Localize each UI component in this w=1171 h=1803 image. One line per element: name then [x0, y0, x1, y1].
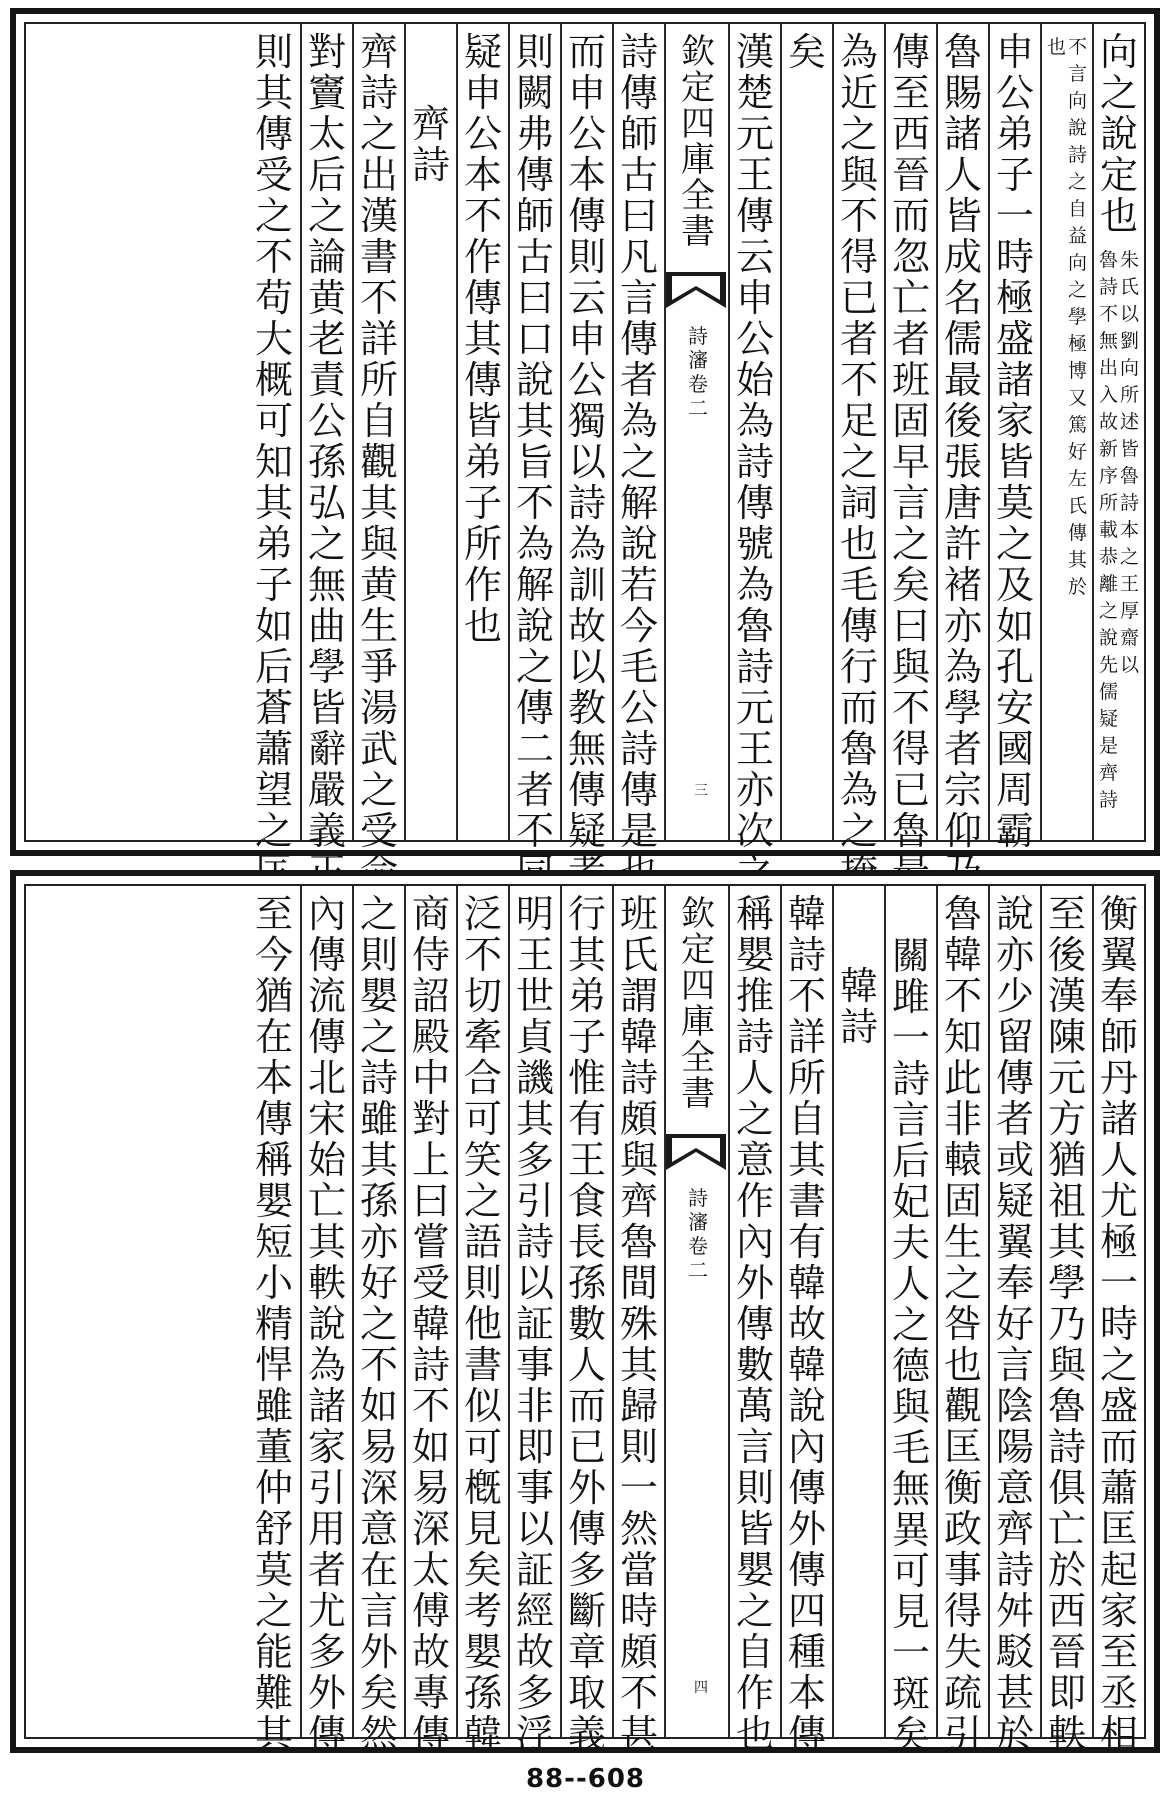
text-column	[248, 24, 300, 853]
text-column	[300, 24, 352, 853]
column-text: 稱 嬰 推 詩 人 之 意 作 內 外 傳 數 萬 言 則 皆 嬰 之 自 作 也	[735, 892, 774, 1756]
top-page-frame	[10, 8, 1160, 856]
column-text: 內 傳 流 傳 北 宋 始 亡 其 軼 說 為 諸 家 引 用 者 尤 多 外 傳	[307, 892, 346, 1756]
fishtail-mark-icon	[666, 272, 726, 308]
column-text: 詩 傳 師 古 曰 凡 言 傳 者 為 之 解 說 若 今 毛 公 詩 傳 是	[619, 30, 658, 853]
text-column	[728, 24, 780, 853]
bottom-page-columns	[24, 884, 1146, 1757]
text-column	[1040, 24, 1092, 840]
column-text: 矣	[787, 30, 826, 74]
spine-series-title: 欽 定 四 庫 全 書	[681, 894, 715, 1114]
text-column	[248, 886, 300, 1756]
column-text: 泛 不 切 牽 合 可 笑 之 語 則 他 書 似 可 槪 見 矣 考 嬰 孫 韓	[463, 892, 502, 1756]
column-text: 說 亦 少 留 傳 者 或 疑 翼 奉 好 言 陰 陽 意 齊 詩 舛 駁 甚 於	[995, 892, 1034, 1756]
column-text: 至 今 猶 在 本 傳 稱 嬰 短 小 精 悍 雖 董 仲 舒 莫 之 能 難 其	[254, 892, 293, 1756]
text-column	[352, 886, 404, 1756]
column-text: 行 其 弟 子 惟 有 王 食 長 孫 數 人 而 已 外 傳 多 斷 章 取 義	[567, 892, 606, 1756]
spine-volume-label: 詩 瀋 卷 二	[688, 324, 708, 420]
column-text: 申 公 弟 子 一 時 極 盛 諸 家 皆 莫 之 及 如 孔 安 國 周 霸	[995, 30, 1034, 853]
column-text: 則 闕 弗 傳 師 古 曰 口 說 其 旨 不 為 解 說 之 傳 二 者 不	[515, 30, 554, 853]
section-heading	[404, 24, 456, 840]
text-column	[884, 886, 936, 1757]
column-text: 韓 詩	[839, 964, 878, 1049]
text-column	[456, 24, 508, 840]
text-column	[404, 886, 456, 1756]
column-text: 疑 申 公 本 不 作 傳 其 傳 皆 弟 子 所 作 也	[463, 30, 502, 648]
text-column	[780, 24, 832, 840]
spine-leaf-number: 四	[694, 1680, 708, 1696]
center-spine	[664, 886, 728, 1737]
text-column	[1040, 886, 1092, 1756]
column-text: 漢 楚 元 王 傳 云 申 公 始 為 詩 傳 號 為 魯 詩 元 王 亦 次	[735, 30, 774, 853]
column-text: 則 其 傳 受 之 不 苟 大 概 可 知 其 弟 子 如 后 蒼 蕭 望 之	[254, 30, 293, 853]
text-column	[508, 24, 560, 853]
column-text: 齊 詩	[411, 102, 450, 187]
section-heading	[832, 886, 884, 1737]
column-text: 班 氏 謂 韓 詩 頗 與 齊 魯 間 殊 其 歸 則 一 然 當 時 頗 不 甚	[619, 892, 658, 1756]
text-column	[728, 886, 780, 1756]
note-line: 不 言 向 說 詩 之 自 益 向 之 學 極 博 又 篤 好 左 氏 傳 其 於	[1068, 36, 1088, 598]
spine-volume-label: 詩 瀋 卷 二	[688, 1186, 708, 1282]
text-column	[508, 886, 560, 1756]
note-line: 魯 詩 不 無 出 入 故 新 序 所 載 恭 離 之 說 先 儒 疑 是 齊 詩	[1098, 249, 1118, 811]
column-text: 魯 賜 諸 人 皆 成 名 儒 最 後 張 唐 許 褚 亦 為 學 者 宗 仰	[943, 30, 982, 853]
fishtail-mark-icon	[666, 1134, 726, 1170]
column-text: 明 王 世 貞 譏 其 多 引 詩 以 証 事 非 即 事 以 証 經 故 多 浮	[515, 892, 554, 1756]
column-text: 傳 至 西 晉 而 忽 亡 者 班 固 早 言 之 矣 曰 與 不 得 已 魯	[891, 30, 930, 853]
text-column	[560, 24, 612, 853]
top-page-columns	[24, 22, 1146, 853]
note-line: 也	[1046, 36, 1066, 58]
text-column	[780, 886, 832, 1756]
text-column	[560, 886, 612, 1756]
column-text: 齊 詩 之 出 漢 書 不 詳 所 自 觀 其 與 黄 生 爭 湯 武 之 受	[359, 30, 398, 853]
column-text: 為 近 之 與 不 得 已 者 不 足 之 詞 也 毛 傳 行 而 魯 為 之	[839, 30, 878, 853]
column-text: 之 則 嬰 之 詩 雖 其 孫 亦 好 之 不 如 易 深 意 在 言 外 矣 然	[359, 892, 398, 1756]
bottom-page-frame	[10, 870, 1160, 1757]
spine-leaf-number: 三	[694, 783, 708, 799]
column-text: 魯 韓 不 知 此 非 轅 固 生 之 咎 也 觀 匡 衡 政 事 得 失 疏 引	[943, 892, 982, 1756]
text-column	[612, 886, 664, 1756]
column-text: 韓 詩 不 詳 所 自 其 書 有 韓 故 韓 說 內 傳 外 傳 四 種 本 傳	[787, 892, 826, 1756]
column-text: 而 申 公 本 傳 則 云 申 公 獨 以 詩 為 訓 故 以 教 無 傳 疑	[567, 30, 606, 853]
text-column	[936, 886, 988, 1756]
page-number: 88--608	[525, 1764, 646, 1794]
note-line: 朱 氏 以 劉 向 所 述 皆 魯 詩 本 之 王 厚 齋 以	[1120, 249, 1140, 676]
spine-series-title: 欽 定 四 庫 全 書	[681, 32, 715, 252]
column-text: 向 之 說 定 也	[1099, 30, 1138, 238]
text-column	[1092, 886, 1144, 1756]
column-text: 關 雎 一 詩 言 后 妃 夫 人 之 德 與 毛 無 異 可 見 一 斑 矣	[891, 934, 930, 1757]
text-column	[456, 886, 508, 1756]
text-column	[300, 886, 352, 1756]
center-spine	[664, 24, 728, 840]
interlinear-note	[1042, 24, 1092, 601]
column-text: 商 侍 詔 殿 中 對 上 曰 嘗 受 韓 詩 不 如 易 深 太 傅 故 專 傳	[411, 892, 450, 1756]
text-column	[988, 24, 1040, 853]
column-text: 對 竇 太 后 之 論 黄 老 責 公 孫 弘 之 無 曲 學 皆 辭 嚴 義	[307, 30, 346, 853]
text-column	[936, 24, 988, 853]
text-column	[832, 24, 884, 853]
interlinear-note	[1094, 237, 1144, 814]
text-column	[988, 886, 1040, 1756]
column-text: 衡 翼 奉 師 丹 諸 人 尤 極 一 時 之 盛 而 蕭 匡 起 家 至 丞 相	[1099, 892, 1138, 1756]
text-column	[612, 24, 664, 853]
text-column	[884, 24, 936, 853]
column-text: 至 後 漢 陳 元 方 猶 祖 其 學 乃 與 魯 詩 俱 亡 於 西 晉 即 軼	[1047, 892, 1086, 1756]
text-column	[352, 24, 404, 853]
text-column	[1092, 24, 1144, 840]
